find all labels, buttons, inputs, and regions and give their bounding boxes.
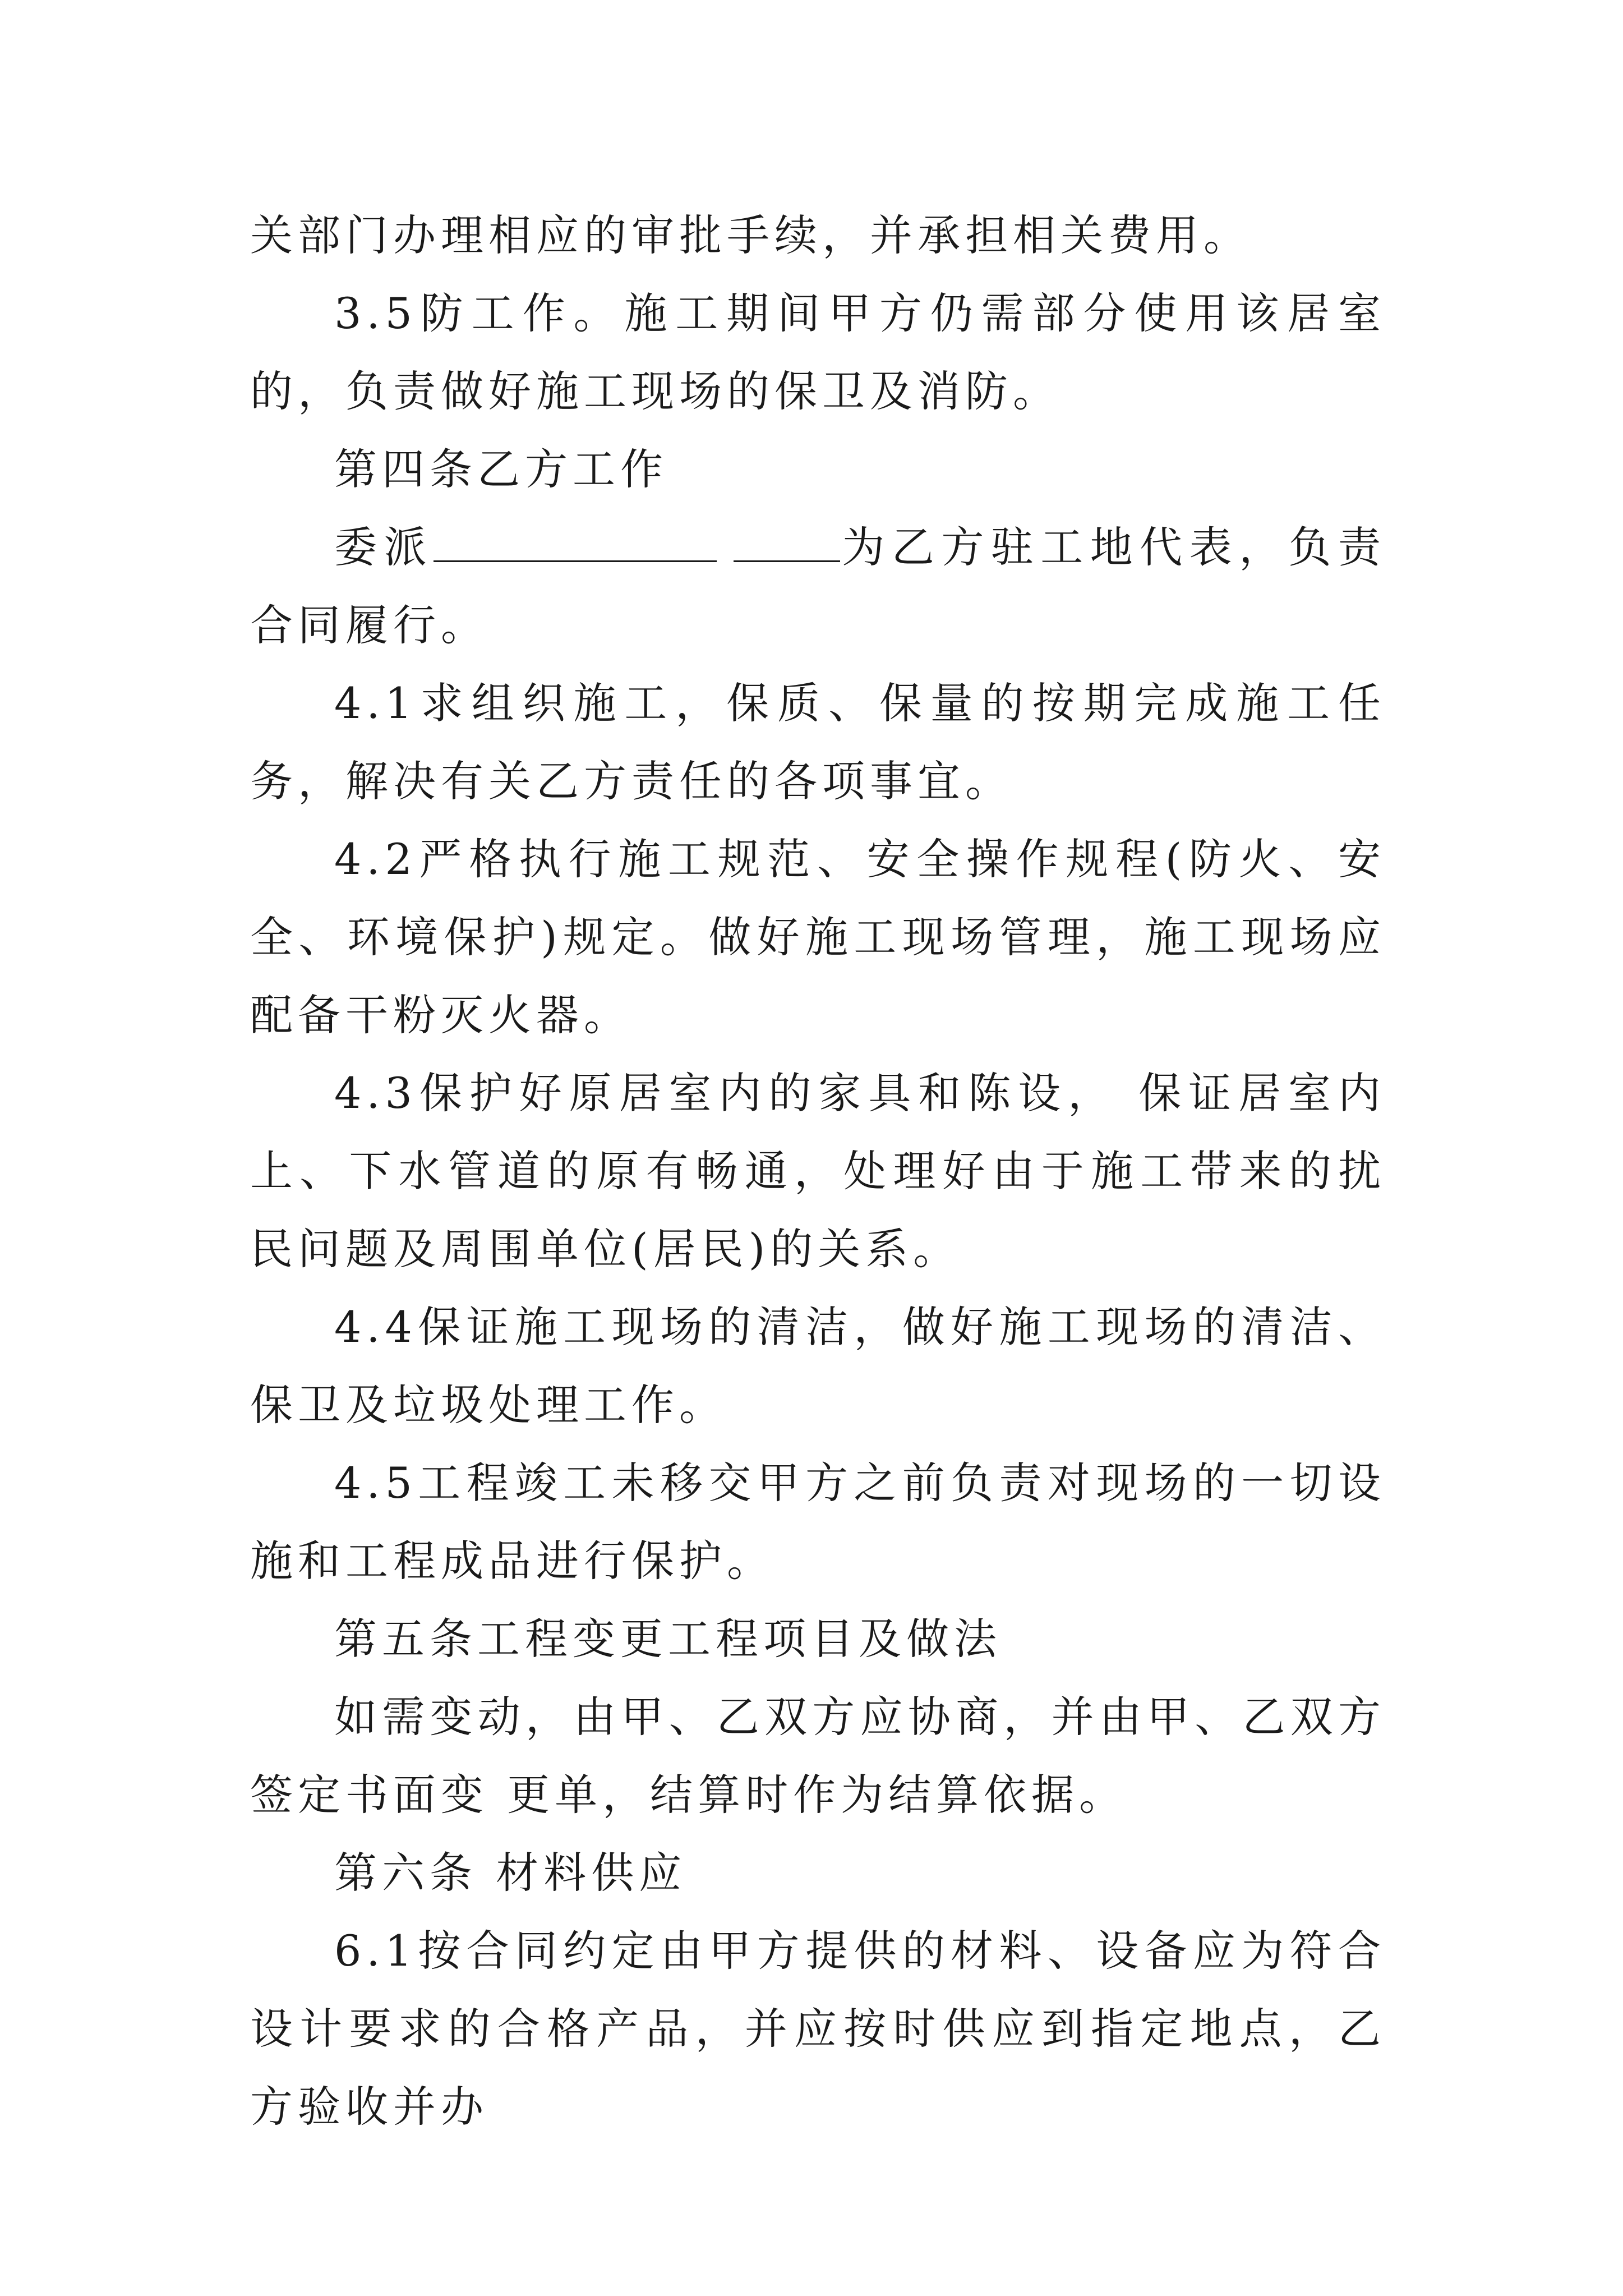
clause-6-1: 6.1按合同约定由甲方提供的材料、设备应为符合设计要求的合格产品，并应按时供应到指定地点，乙方验收并办	[250, 1926, 1386, 2132]
clause-4-4: 4.4保证施工现场的清洁，做好施工现场的清洁、保卫及垃圾处理工作。	[250, 1302, 1386, 1430]
article-4-heading: 第四条乙方工作	[334, 444, 668, 494]
clause-4-1: 4.1求组织施工，保质、保量的按期完成施工任务，解决有关乙方责任的各项事宜。	[250, 678, 1386, 806]
representative-prefix: 委派	[334, 522, 434, 572]
representative-suffix: 为乙方驻工地代表，负责合同履行。	[250, 522, 1386, 650]
article-5-body: 如需变动，由甲、乙双方应协商，并由甲、乙双方签定书面变 更单，结算时作为结算依据。	[250, 1692, 1386, 1820]
article-5-heading: 第五条工程变更工程项目及做法	[334, 1614, 1002, 1664]
article-6-heading: 第六条 材料供应	[334, 1848, 687, 1898]
document-body	[250, 196, 1386, 2146]
representative-name-blank	[434, 520, 717, 562]
clause-3-5: 3.5防工作。施工期间甲方仍需部分使用该居室的，负责做好施工现场的保卫及消防。	[250, 288, 1386, 416]
clause-4-3: 4.3保护好原居室内的家具和陈设， 保证居室内上、下水管道的原有畅通，处理好由于施工带来的扰民问题及周围单位(居民)的关系。	[250, 1068, 1386, 1274]
clause-4-2: 4.2严格执行施工规范、安全操作规程(防火、安全、环境保护)规定。做好施工现场管理，施工现场应配备干粉灭火器。	[250, 834, 1386, 1040]
representative-paragraph	[250, 508, 1386, 664]
clause-4-5: 4.5工程竣工未移交甲方之前负责对现场的一切设施和工程成品进行保护。	[250, 1458, 1386, 1586]
paragraph-continuation: 关部门办理相应的审批手续，并承担相关费用。	[250, 210, 1251, 260]
representative-extra-blank	[734, 520, 840, 562]
